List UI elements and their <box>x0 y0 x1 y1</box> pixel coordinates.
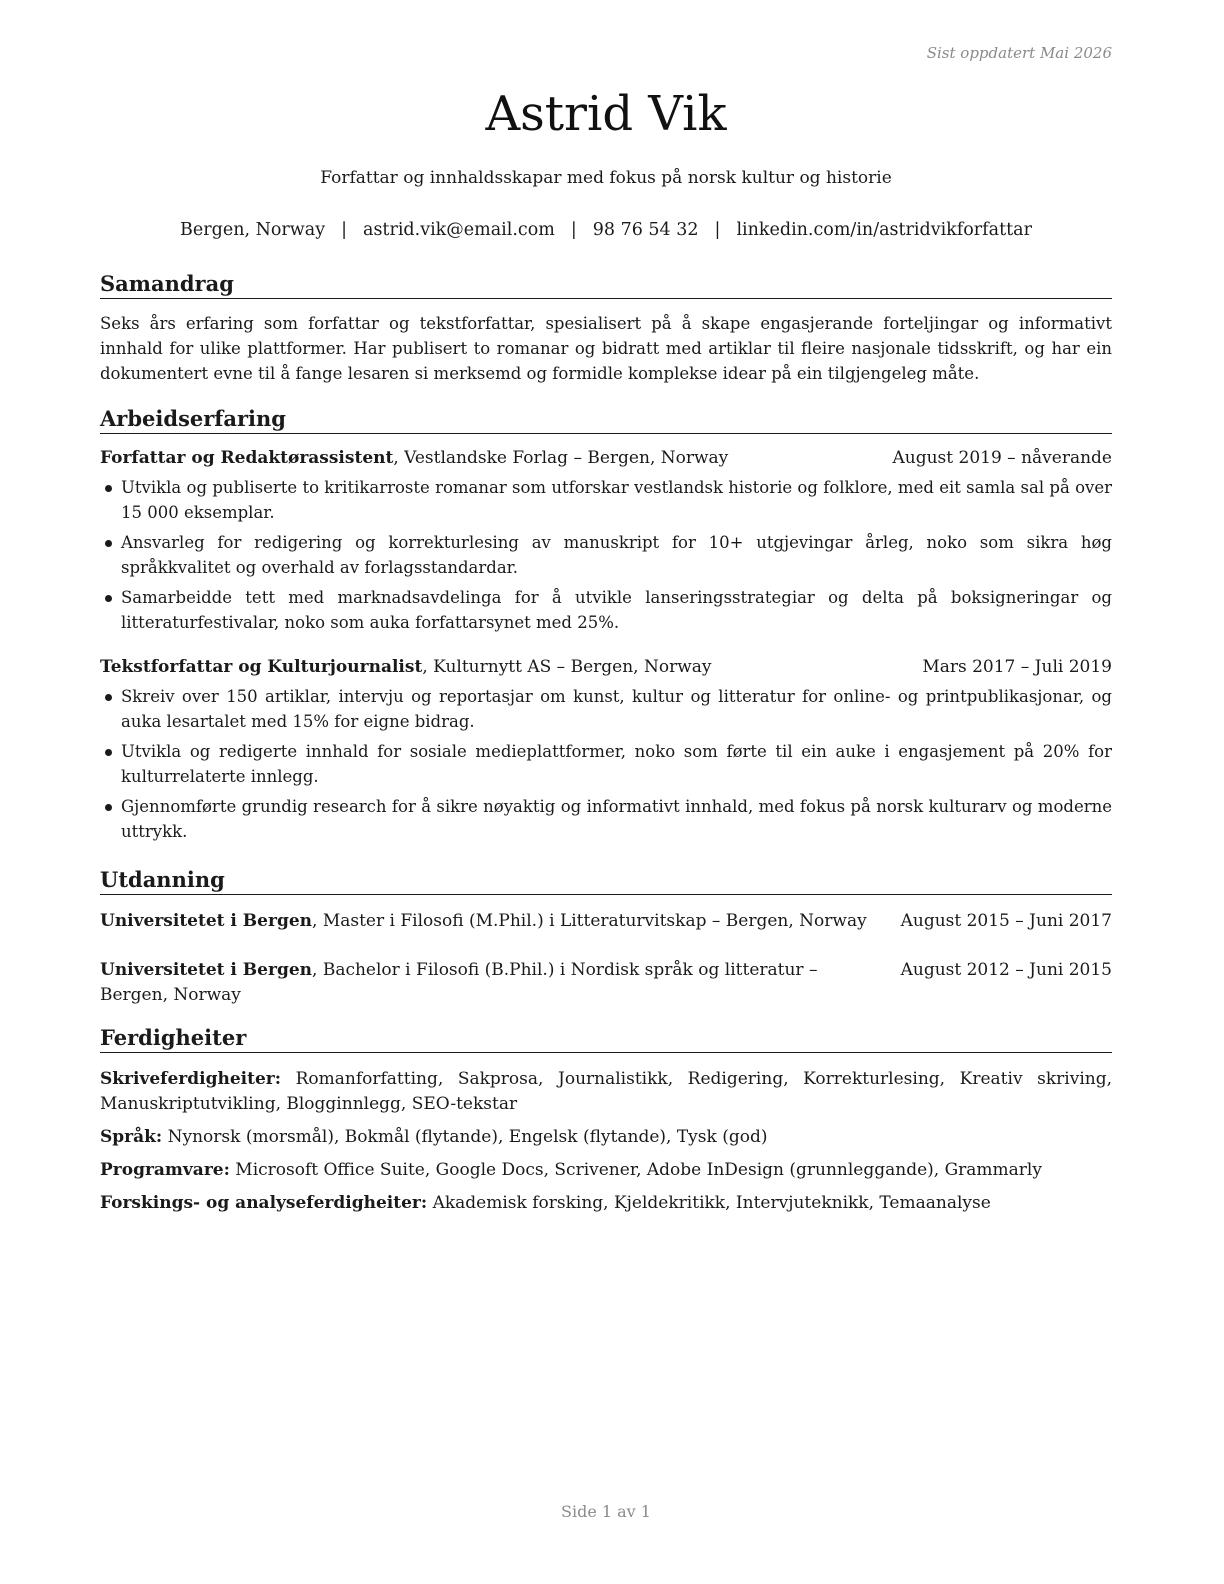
section-heading: Utdanning <box>100 866 1112 895</box>
degree: , Bachelor i Filosofi (B.Phil.) i Nordisk språk og litteratur – Bergen, Norway <box>100 960 818 1005</box>
job-title: Tekstforfattar og Kulturjournalist <box>100 657 423 677</box>
contact-separator: | <box>570 220 577 240</box>
resume-page <box>100 0 1112 1584</box>
job-entry <box>100 655 1112 844</box>
skill-label: Programvare: <box>100 1160 230 1180</box>
contact-separator: | <box>341 220 348 240</box>
skill-line <box>100 1191 1112 1216</box>
job-bullet: Gjennomførte grundig research for å sikre nøyaktig og informativt innhald, med fokus på norsk kulturarv og moderne uttrykk. <box>100 794 1112 844</box>
summary-text: Seks års erfaring som forfattar og tekstforfattar, spesialisert på å skape engasjerande forteljingar og informativt innhald for ulike plattformer. Har publisert to romanar og bidratt med artiklar til fleire nasjonale tidsskrift, og har ein dokumentert evne til å fange lesaren si merksemd og formidle komplekse idear på ein tilgjengeleg måte. <box>100 314 1112 383</box>
section-heading: Arbeidserfaring <box>100 405 1112 434</box>
tagline: Forfattar og innhaldsskapar med fokus på norsk kultur og historie <box>320 168 892 188</box>
last-updated: Sist oppdatert Mai 2026 <box>926 44 1112 62</box>
degree: , Master i Filosofi (M.Phil.) i Litteraturvitskap – Bergen, Norway <box>312 911 867 931</box>
job-entry <box>100 446 1112 635</box>
skill-value: Akademisk forsking, Kjeldekritikk, Intervjuteknikk, Temaanalyse <box>432 1193 991 1213</box>
job-org: , Kulturnytt AS – Bergen, Norway <box>422 657 712 677</box>
candidate-name: Astrid Vik <box>485 86 727 142</box>
job-bullet: Ansvarleg for redigering og korrekturlesing av manuskript for 10+ utgjevingar årleg, noko som sikra høg språkkvalitet og overhald av forlagsstandardar. <box>100 530 1112 580</box>
contact-linkedin[interactable]: linkedin.com/in/astridvikforfattar <box>736 220 1032 240</box>
skill-line <box>100 1125 1112 1150</box>
job-bullet: Utvikla og redigerte innhald for sosiale medieplattformer, noko som førte til ein auke i engasjement på 20% for kulturrelaterte innlegg. <box>100 739 1112 789</box>
experience-section <box>100 405 1112 849</box>
contact-email[interactable]: astrid.vik@email.com <box>363 220 555 240</box>
job-bullet: Skreiv over 150 artiklar, intervju og reportasjar om kunst, kultur og litteratur for online- og printpublikasjonar, og auka lesartalet med 15% for eigne bidrag. <box>100 684 1112 734</box>
skill-label: Språk: <box>100 1127 163 1147</box>
education-entry <box>100 958 1112 1008</box>
education-dates: August 2015 – Juni 2017 <box>900 911 1112 931</box>
skill-label: Skriveferdigheiter: <box>100 1069 282 1089</box>
job-title: Forfattar og Redaktørassistent <box>100 448 394 468</box>
education-dates: August 2012 – Juni 2015 <box>900 960 1112 980</box>
summary-section <box>100 270 1112 386</box>
school-name: Universitetet i Bergen <box>100 911 313 931</box>
education-section <box>100 866 1112 1008</box>
skill-line <box>100 1067 1112 1117</box>
page-number: Side 1 av 1 <box>561 1502 651 1521</box>
contact-location: Bergen, Norway <box>180 220 326 240</box>
section-heading: Ferdigheiter <box>100 1024 1112 1053</box>
job-dates: Mars 2017 – Juli 2019 <box>922 657 1112 677</box>
job-org: , Vestlandske Forlag – Bergen, Norway <box>393 448 729 468</box>
skill-value: Romanforfatting, Sakprosa, Journalistikk, Redigering, Korrekturlesing, Kreativ skriving, Manuskriptutvikling, Blogginnlegg, SEO-tekstar <box>100 1069 1113 1114</box>
skill-line <box>100 1158 1112 1183</box>
education-entry <box>100 909 1112 934</box>
job-bullet: Utvikla og publiserte to kritikarroste romanar som utforskar vestlandsk historie og folklore, med eit samla sal på over 15 000 eksemplar. <box>100 475 1112 525</box>
job-dates: August 2019 – nåverande <box>892 448 1112 468</box>
contact-line <box>100 220 1112 240</box>
contact-phone: 98 76 54 32 <box>592 220 699 240</box>
school-name: Universitetet i Bergen <box>100 960 313 980</box>
skill-value: Nynorsk (morsmål), Bokmål (flytande), Engelsk (flytande), Tysk (god) <box>167 1127 768 1147</box>
contact-separator: | <box>714 220 721 240</box>
skills-section <box>100 1024 1112 1216</box>
skill-value: Microsoft Office Suite, Google Docs, Scrivener, Adobe InDesign (grunnleggande), Grammarly <box>235 1160 1042 1180</box>
skill-label: Forskings- og analyseferdigheiter: <box>100 1193 428 1213</box>
job-bullet: Samarbeidde tett med marknadsavdelinga for å utvikle lanseringsstrategiar og delta på boksigneringar og litteraturfestivalar, noko som auka forfattarsynet med 25%. <box>100 585 1112 635</box>
section-heading: Samandrag <box>100 270 1112 299</box>
